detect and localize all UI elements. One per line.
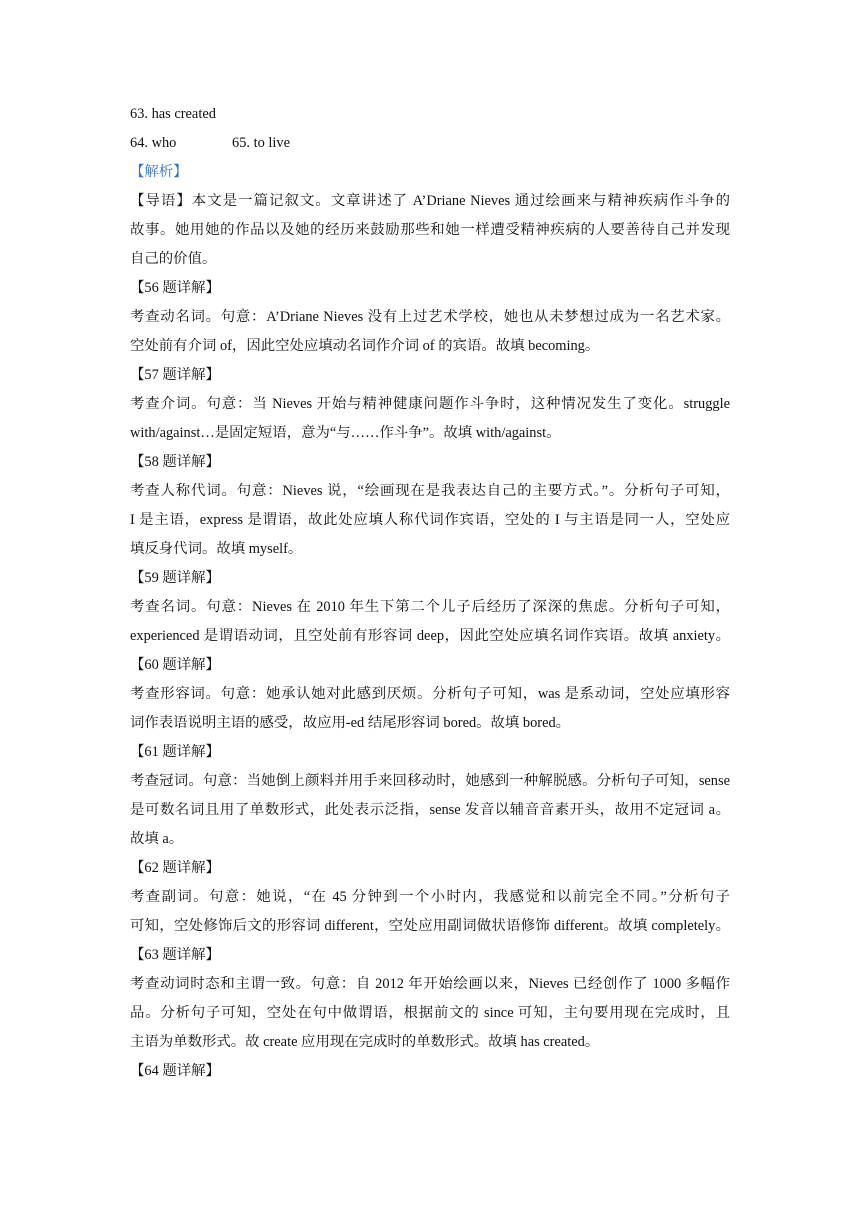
- section-heading: 【60 题详解】: [130, 657, 220, 673]
- section-line: 品。分析句子可知，空处在句中做谓语，根据前文的 since 可知，主句要用现在完成时，且: [130, 1005, 730, 1021]
- section-heading: 【64 题详解】: [130, 1063, 220, 1079]
- section-line: with/against…是固定短语，意为“与……作斗争”。故填 with/against。: [130, 425, 561, 441]
- section-line: 考查冠词。句意：当她倒上颜料并用手来回移动时，她感到一种解脱感。分析句子可知，sense: [130, 773, 730, 789]
- section-line: 空处前有介词 of，因此空处应填动名词作介词 of 的宾语。故填 becoming。: [130, 338, 600, 354]
- section-line: 主语为单数形式。故 create 应用现在完成时的单数形式。故填 has created。: [130, 1034, 600, 1050]
- section-line: I 是主语，express 是谓语，故此处应填人称代词作宾语，空处的 I 与主语是同一人，空处应: [130, 512, 730, 528]
- section-58: [130, 448, 730, 564]
- section-line: 考查形容词。句意：她承认她对此感到厌烦。分析句子可知，was 是系动词，空处应填形容: [130, 686, 730, 702]
- section-heading: 【59 题详解】: [130, 570, 220, 586]
- section-61: [130, 738, 730, 854]
- section-line: experienced 是谓语动词，且空处前有形容词 deep，因此空处应填名词作宾语。故填 anxiety。: [130, 628, 730, 644]
- intro-line: 故事。她用她的作品以及她的经历来鼓励那些和她一样遭受精神疾病的人要善待自己并发现: [130, 222, 730, 238]
- section-heading: 【57 题详解】: [130, 367, 220, 383]
- section-line: 考查副词。句意：她说，“在 45 分钟到一个小时内，我感觉和以前完全不同。”分析句子: [130, 889, 730, 905]
- answer-63: 63. has created: [130, 106, 216, 122]
- section-62: [130, 854, 730, 941]
- section-line: 考查人称代词。句意：Nieves 说，“绘画现在是我表达自己的主要方式。”。分析句子可知，: [130, 483, 730, 499]
- section-64: [130, 1057, 730, 1086]
- section-line: 考查名词。句意：Nieves 在 2010 年生下第二个儿子后经历了深深的焦虑。分析句子可知，: [130, 599, 730, 615]
- section-60: [130, 651, 730, 738]
- section-59: [130, 564, 730, 651]
- answer-64: 64. who: [130, 135, 177, 151]
- intro-line: 【导语】本文是一篇记叙文。文章讲述了 A’Driane Nieves 通过绘画来与精神疾病作斗争的: [130, 193, 730, 209]
- section-line: 考查动名词。句意：A’Driane Nieves 没有上过艺术学校，她也从未梦想过成为一名艺术家。: [130, 309, 730, 325]
- section-line: 考查介词。句意：当 Nieves 开始与精神健康问题作斗争时，这种情况发生了变化。struggle: [130, 396, 730, 412]
- section-line: 可知，空处修饰后文的形容词 different，空处应用副词做状语修饰 different。故填 completely。: [130, 918, 730, 934]
- answer-65: 65. to live: [232, 135, 290, 151]
- section-line: 是可数名词且用了单数形式，此处表示泛指，sense 发音以辅音音素开头，故用不定冠词 a。: [130, 802, 730, 818]
- section-line: 故填 a。: [130, 831, 184, 847]
- section-heading: 【61 题详解】: [130, 744, 220, 760]
- section-heading: 【62 题详解】: [130, 860, 220, 876]
- section-heading: 【56 题详解】: [130, 280, 220, 296]
- section-57: [130, 361, 730, 448]
- section-63: [130, 941, 730, 1057]
- section-heading: 【63 题详解】: [130, 947, 220, 963]
- intro-line: 自己的价值。: [130, 251, 217, 267]
- intro-paragraph: [130, 187, 730, 274]
- section-line: 考查动词时态和主谓一致。句意：自 2012 年开始绘画以来，Nieves 已经创作了 1000 多幅作: [130, 976, 730, 992]
- document-page: [130, 100, 730, 1086]
- section-56: [130, 274, 730, 361]
- section-line: 填反身代词。故填 myself。: [130, 541, 303, 557]
- section-heading: 【58 题详解】: [130, 454, 220, 470]
- answer-row-64-65: [130, 129, 730, 158]
- section-line: 词作表语说明主语的感受，故应用-ed 结尾形容词 bored。故填 bored。: [130, 715, 571, 731]
- analysis-label: 【解析】: [130, 164, 188, 180]
